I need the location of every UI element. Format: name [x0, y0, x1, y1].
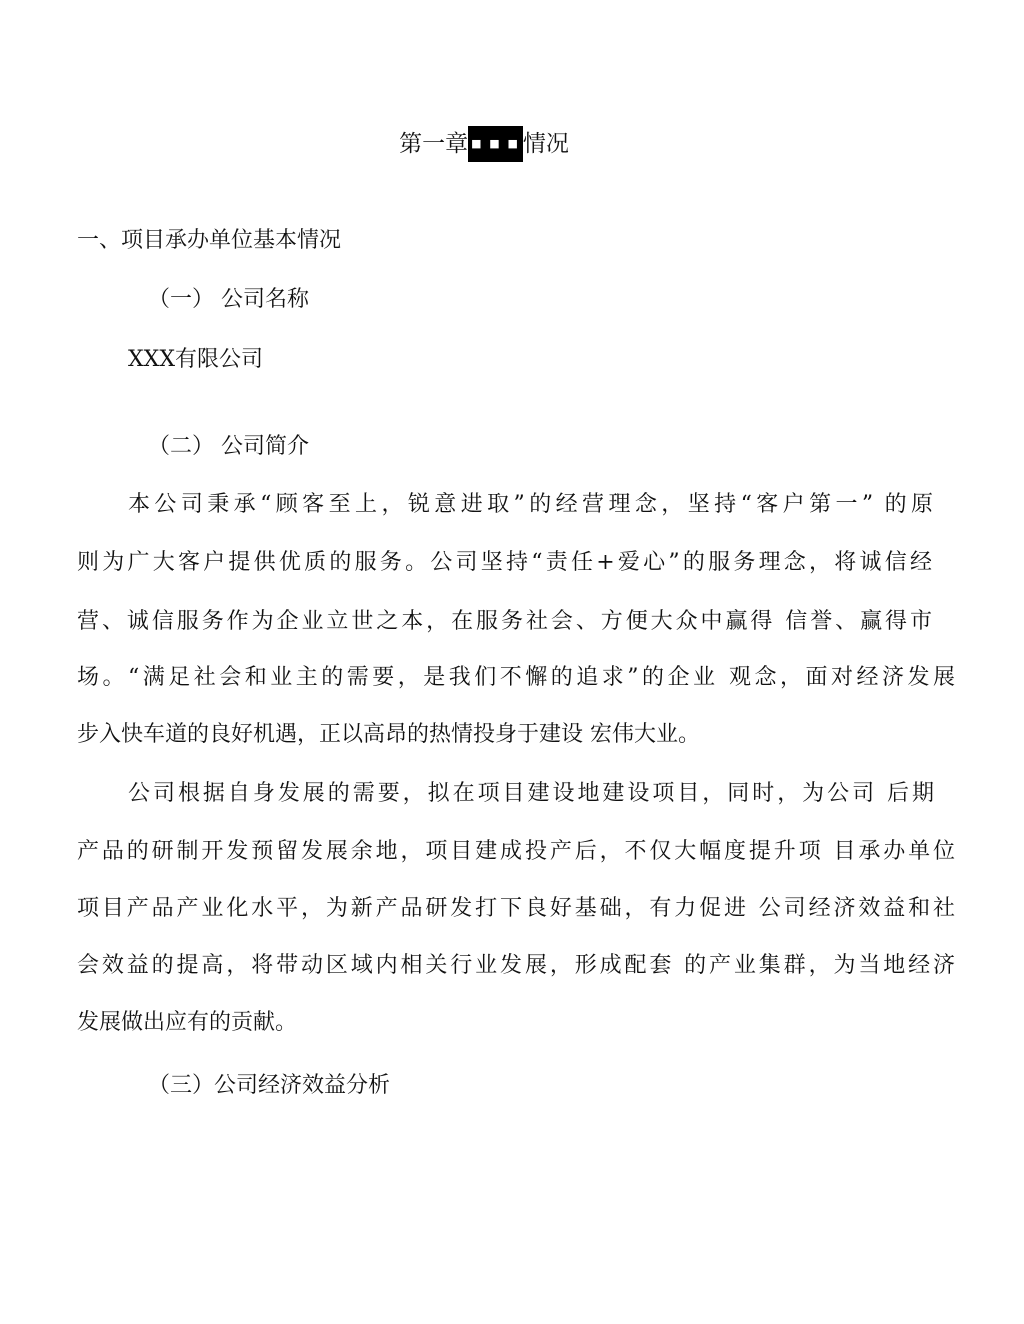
paragraph-line: 本公司秉承“顾客至上，锐意进取”的经营理念，坚持“客户第一” 的原	[128, 492, 933, 517]
chapter-title-suffix: 情况	[522, 131, 569, 157]
chapter-title	[0, 126, 968, 162]
paragraph-line: 步入快车道的良好机遇，正以高昂的热情投身于建设 宏伟大业。	[77, 722, 700, 747]
redacted-block: ■ ■ ■	[468, 126, 523, 162]
paragraph-line: 项目产品产业化水平，为新产品研发打下良好基础，有力促进 公司经济效益和社	[77, 896, 955, 921]
chapter-title-prefix: 第一章	[399, 131, 469, 157]
paragraph-line: 公司根据自身发展的需要，拟在项目建设地建设项目，同时，为公司 后期	[128, 781, 934, 806]
paragraph-line: 会效益的提高，将带动区域内相关行业发展，形成配套 的产业集群，为当地经济	[77, 953, 955, 978]
paragraph-line: 场。“满足社会和业主的需要，是我们不懈的追求”的企业 观念，面对经济发展	[77, 665, 955, 690]
company-name-value: XXX有限公司	[128, 347, 263, 372]
paragraph-line: 产品的研制开发预留发展余地，项目建成投产后，不仅大幅度提升项 目承办单位	[77, 839, 955, 864]
section-heading: 一、项目承办单位基本情况	[77, 228, 342, 253]
paragraph-line: 营、诚信服务作为企业立世之本，在服务社会、方便大众中赢得 信誉、赢得市	[77, 609, 932, 634]
economic-heading: （三）公司经济效益分析	[148, 1073, 391, 1098]
paragraph-line: 发展做出应有的贡献。	[77, 1010, 298, 1035]
company-intro-heading: （二） 公司简介	[148, 434, 309, 459]
paragraph-line: 则为广大客户提供优质的服务。公司坚持“责任+爱心”的服务理念，将诚信经	[77, 550, 932, 575]
company-name-heading: （一） 公司名称	[148, 287, 309, 312]
